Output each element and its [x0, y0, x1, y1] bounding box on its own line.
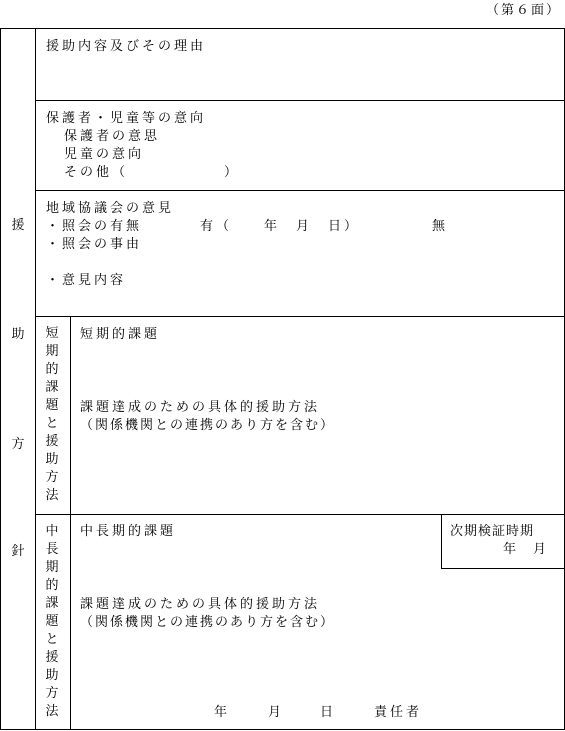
section2-item-other: その他（ ）	[64, 165, 241, 180]
section3-title: 地域協議会の意見	[46, 201, 175, 216]
divider-4	[35, 514, 565, 515]
inner-col-divider	[70, 316, 71, 730]
frame-bottom	[0, 729, 565, 730]
long-term-method-2: （関係機関との連携のあり方を含む）	[80, 615, 336, 630]
divider-3	[35, 316, 565, 317]
short-term-method-2: （関係機関との連携のあり方を含む）	[80, 418, 336, 433]
next-check-box-left	[441, 514, 442, 569]
footer-month: 月	[268, 705, 285, 720]
left-col-char-4: 針	[11, 544, 25, 559]
short-term-method-1: 課題達成のための具体的援助方法	[80, 400, 321, 415]
left-col-char-1: 援	[11, 218, 25, 233]
inquiry-label: ・照会の有無	[46, 219, 143, 234]
long-term-vertical-label: 中長期的課題と援助方法	[45, 524, 59, 719]
divider-1	[35, 100, 565, 101]
opinion-content: ・意見内容	[46, 273, 127, 288]
left-col-char-3: 方	[11, 437, 25, 452]
divider-2	[35, 190, 565, 191]
next-check-date: 年 月	[503, 542, 549, 557]
section2-item-guardian: 保護者の意思	[64, 129, 161, 144]
left-col-divider	[35, 28, 36, 730]
page-label: （第６面）	[486, 3, 562, 18]
inquiry-no: 無	[432, 219, 449, 234]
next-check-box-bottom	[441, 568, 565, 569]
inquiry-yes: 有（ 年 月 日）	[200, 219, 361, 234]
next-check-label: 次期検証時期	[450, 524, 535, 539]
long-term-method-1: 課題達成のための具体的援助方法	[80, 597, 321, 612]
left-col-char-2: 助	[11, 327, 25, 342]
section2-title: 保護者・児童等の意向	[46, 111, 207, 126]
long-term-title: 中長期的課題	[80, 524, 177, 539]
section1-title: 援助内容及びその理由	[46, 39, 207, 54]
short-term-title: 短期的課題	[80, 327, 161, 342]
frame-left	[0, 28, 1, 730]
section2-item-child: 児童の意向	[64, 147, 145, 162]
short-term-vertical-label: 短期的課題と援助方法	[45, 326, 59, 503]
inquiry-reason: ・照会の事由	[46, 237, 143, 252]
frame-top	[0, 28, 565, 29]
footer-responsible: 責任者	[374, 705, 423, 720]
footer-year: 年	[214, 705, 231, 720]
footer-day: 日	[320, 705, 337, 720]
